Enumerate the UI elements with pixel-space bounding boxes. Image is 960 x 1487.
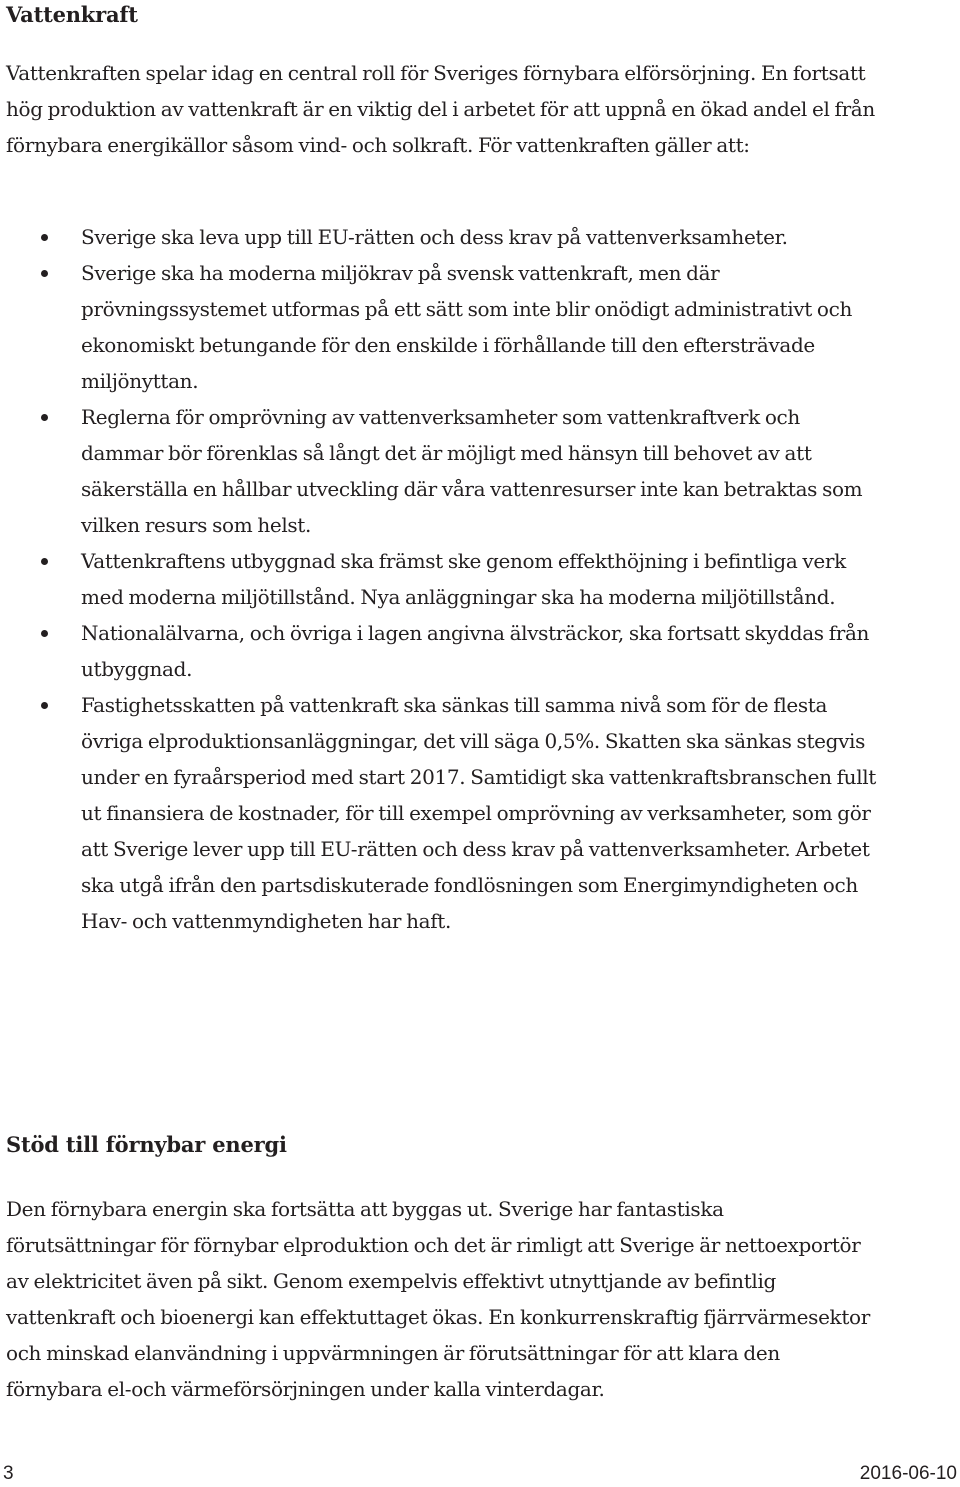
bullet-icon [41, 270, 48, 277]
stod-paragraph: Den förnybara energin ska fortsätta att byggas ut. Sverige har fantastiska förutsättningar för förnybar elproduktion och det är rimligt att Sverige är nettoexportör av elektricitet även på sikt. Genom exempelvis effektivt utnyttjande av befintlig vattenkraft och bioenergi kan effektuttaget ökas. En konkurrenskraftig fjärrvärmesektor och minskad elanvändning i uppvärmningen är förutsättningar för att klara den förnybara el-och värmeförsörjningen under kalla vinterdagar. [6, 1197, 870, 1401]
vattenkraft-intro-paragraph: Vattenkraften spelar idag en central roll för Sveriges förnybara elförsörjning. En fortsatt hög produktion av vattenkraft är en viktig del i arbetet för att uppnå en ökad andel el från förnybara energikällor såsom vind- och solkraft. För vattenkraften gäller att: [6, 61, 875, 157]
list-item-text: Reglerna för omprövning av vattenverksamheter som vattenkraftverk och dammar bör förenklas så långt det är möjligt med hänsyn till behovet av att säkerställa en hållbar utveckling där våra vattenresurser inte kan betraktas som vilken resurs som helst. [81, 405, 863, 537]
bullet-icon [41, 558, 48, 565]
bullet-icon [41, 702, 48, 709]
bullet-icon [41, 414, 48, 421]
list-item [0, 687, 881, 939]
bullet-icon [41, 234, 48, 241]
list-item [0, 399, 881, 543]
list-item [0, 255, 881, 399]
list-item-text: Fastighetsskatten på vattenkraft ska sänkas till samma nivå som för de flesta övriga elproduktionsanläggningar, det vill säga 0,5%. Skatten ska sänkas stegvis under en fyraårsperiod med start 2017. Samtidigt ska vattenkraftsbranschen fullt ut finansiera de kostnader, för till exempel omprövning av verksamheter, som gör att Sverige lever upp till EU-rätten och dess krav på vattenverksamheter. Arbetet ska utgå ifrån den partsdiskuterade fondlösningen som Energimyndigheten och Hav- och vattenmyndigheten har haft. [81, 693, 876, 933]
page-number: 3 [3, 1463, 14, 1484]
list-item [0, 615, 881, 687]
vattenkraft-bullet-list [0, 219, 940, 939]
list-item-text: Vattenkraftens utbyggnad ska främst ske genom effekthöjning i befintliga verk med moderna miljötillstånd. Nya anläggningar ska ha moderna miljötillstånd. [81, 549, 846, 609]
footer-date: 2016-06-10 [859, 1463, 957, 1484]
list-item-text: Sverige ska leva upp till EU-rätten och dess krav på vattenverksamheter. [81, 225, 788, 249]
list-item [0, 219, 881, 255]
list-item [0, 543, 881, 615]
list-item-text: Nationalälvarna, och övriga i lagen angivna älvsträckor, ska fortsatt skyddas från utbyggnad. [81, 621, 870, 681]
list-item-text: Sverige ska ha moderna miljökrav på svensk vattenkraft, men där prövningssystemet utformas på ett sätt som inte blir onödigt administrativt och ekonomiskt betungande för den enskilde i förhållande till den eftersträvade miljönyttan. [81, 261, 852, 393]
section-heading-vattenkraft: Vattenkraft [6, 2, 138, 27]
section-heading-stod-till-fornybar-energi: Stöd till förnybar energi [6, 1132, 287, 1157]
bullet-icon [41, 630, 48, 637]
